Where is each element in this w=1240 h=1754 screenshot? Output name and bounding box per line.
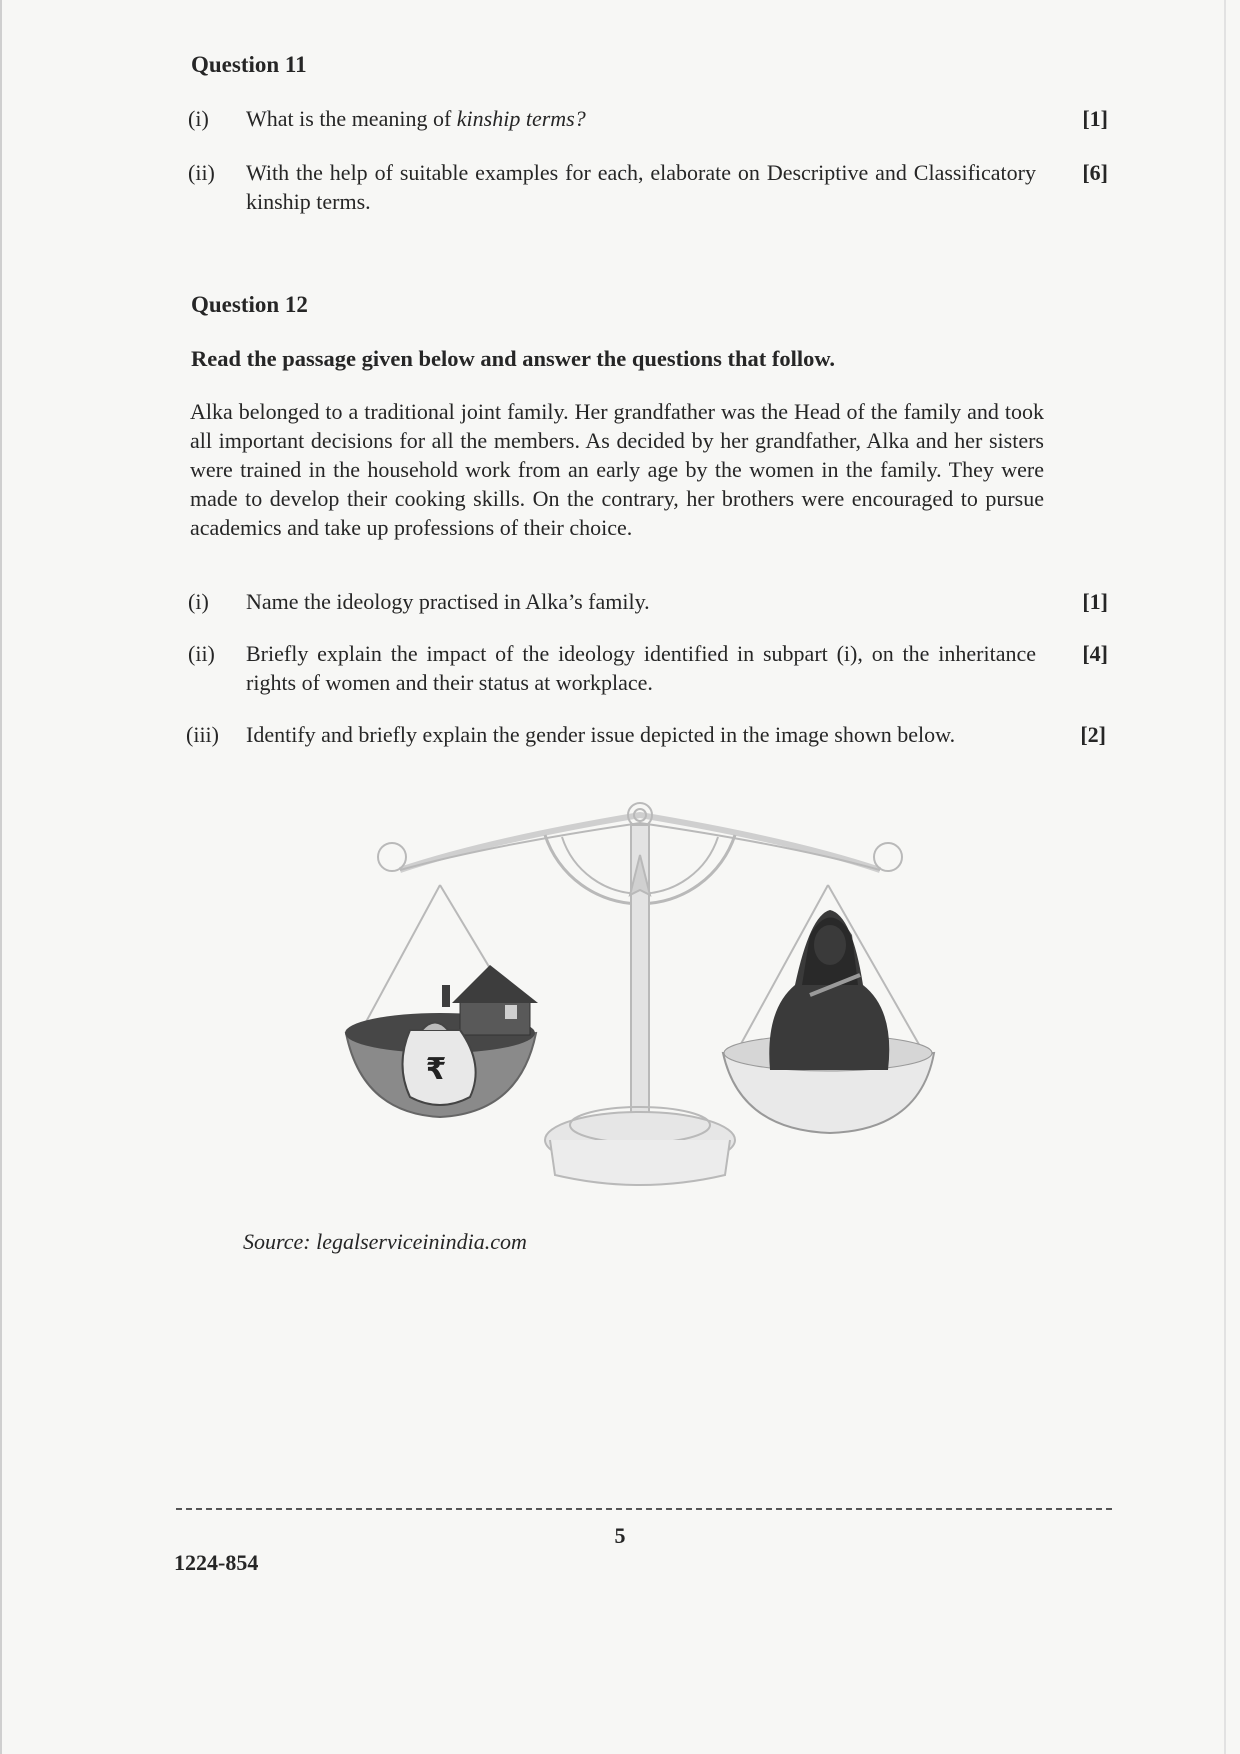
footer-divider bbox=[176, 1508, 1112, 1510]
item-marks: [2] bbox=[1080, 722, 1106, 747]
scan-edge-left bbox=[0, 0, 2, 1754]
q12-item-ii bbox=[188, 639, 1108, 697]
balance-scale-illustration bbox=[340, 795, 940, 1215]
rupee-symbol: ₹ bbox=[425, 1052, 447, 1087]
item-marks: [6] bbox=[1082, 160, 1108, 185]
right-pan-woman bbox=[723, 910, 934, 1133]
left-string bbox=[360, 885, 440, 1033]
q12-item-i bbox=[188, 587, 1108, 616]
item-marks: [1] bbox=[1082, 106, 1108, 131]
item-marks: [4] bbox=[1082, 641, 1108, 666]
seated-woman-icon bbox=[769, 910, 889, 1070]
left-curl bbox=[378, 843, 406, 871]
item-number: (ii) bbox=[188, 160, 215, 185]
item-number: (i) bbox=[188, 589, 209, 614]
scan-edge-right bbox=[1224, 0, 1226, 1754]
passage-instruction: Read the passage given below and answer the questions that follow. bbox=[191, 346, 836, 371]
item-text: Name the ideology practised in Alka’s family. bbox=[246, 589, 650, 614]
right-curl bbox=[874, 843, 902, 871]
passage-text: Alka belonged to a traditional joint family. Her grandfather was the Head of the family and took all important decisions for all the members. As decided by her grandfather, Alka and her sisters were trained in the household work from an early age by the women in the family. They were made to develop their cooking skills. On the contrary, her brothers were encouraged to pursue academics and take up professions of their choice. bbox=[190, 399, 1044, 540]
q12-item-iii bbox=[186, 720, 1106, 749]
item-number: (i) bbox=[188, 106, 209, 131]
item-number: (iii) bbox=[186, 722, 219, 747]
paper-code: 1224-854 bbox=[174, 1550, 259, 1575]
q11-item-i bbox=[188, 104, 1108, 133]
q11-item-ii bbox=[188, 158, 1108, 216]
item-text: With the help of suitable examples for each, elaborate on Descriptive and Classificatory kinship terms. bbox=[246, 160, 1036, 214]
page-number: 5 bbox=[614, 1523, 626, 1548]
item-marks: [1] bbox=[1082, 589, 1108, 614]
question-12-heading: Question 12 bbox=[191, 292, 308, 317]
question-11-heading: Question 11 bbox=[191, 52, 307, 77]
left-pan-wealth bbox=[345, 965, 538, 1117]
item-number: (ii) bbox=[188, 641, 215, 666]
item-text: Briefly explain the impact of the ideology identified in subpart (i), on the inheritance rights of women and their status at workplace. bbox=[246, 641, 1036, 695]
item-text: Identify and briefly explain the gender issue depicted in the image shown below. bbox=[246, 722, 956, 747]
item-text: What is the meaning of kinship terms? bbox=[246, 106, 586, 131]
image-source-caption: Source: legalserviceinindia.com bbox=[243, 1229, 527, 1254]
